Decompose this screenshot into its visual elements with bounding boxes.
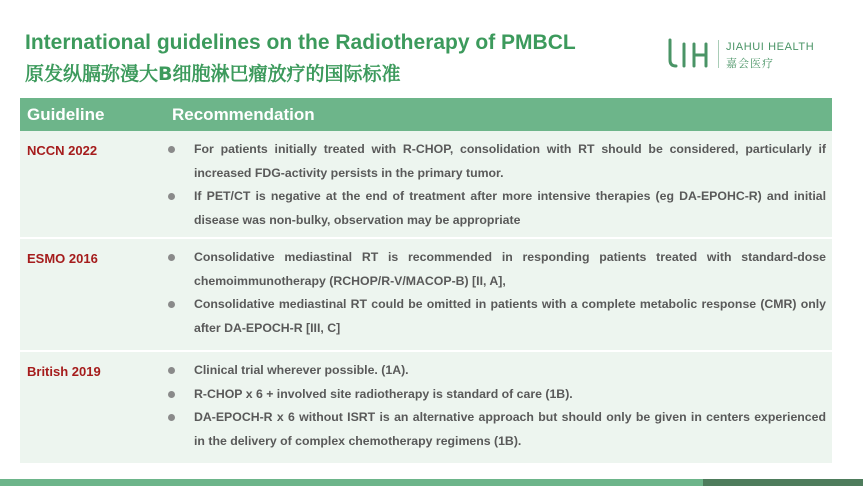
table-header — [20, 98, 832, 131]
column-header-guideline: Guideline — [27, 105, 105, 124]
recommendation-text: For patients initially treated with R-CHOP, consolidation with RT should be considered, particularly if increased FDG-activity persists in the primary tumor. — [194, 142, 826, 180]
column-header-recommendation: Recommendation — [172, 105, 315, 124]
recommendation-item — [168, 138, 826, 185]
bullet-dot-icon — [168, 193, 175, 200]
recommendation-list — [168, 359, 826, 453]
guidelines-table — [20, 98, 832, 463]
table-row-nccn — [20, 131, 832, 237]
recommendation-item — [168, 359, 826, 383]
recommendation-text: DA-EPOCH-R x 6 without ISRT is an alternative approach but should only be given in centers experienced in the delivery of complex chemotherapy regimens (1B). — [194, 410, 826, 448]
logo-divider — [718, 40, 719, 68]
page-title: International guidelines on the Radiotherapy of PMBCL — [25, 31, 576, 54]
bullet-dot-icon — [168, 414, 175, 421]
bullet-dot-icon — [168, 254, 175, 261]
bullet-dot-icon — [168, 146, 175, 153]
page-subtitle-chinese: 原发纵膈弥漫大B细胞淋巴瘤放疗的国际标准 — [25, 63, 401, 85]
footer-accent-bar-dark — [703, 479, 863, 486]
guideline-name: NCCN 2022 — [27, 143, 98, 158]
recommendation-text: Clinical trial wherever possible. (1A). — [194, 363, 409, 377]
table-row-british — [20, 350, 832, 463]
logo-name-en: JIAHUI HEALTH — [726, 41, 815, 53]
bullet-dot-icon — [168, 367, 175, 374]
recommendation-text: R-CHOP x 6 + involved site radiotherapy is standard of care (1B). — [194, 386, 573, 401]
recommendation-item — [168, 246, 826, 293]
recommendation-list — [168, 246, 826, 340]
recommendation-item — [168, 185, 826, 232]
recommendation-item — [168, 406, 826, 453]
guideline-name: ESMO 2016 — [27, 251, 98, 266]
recommendation-text: Consolidative mediastinal RT is recommended in responding patients treated with standard-dose chemoimmunotherapy (RCHOP/R-V/MACOP-B) [II, A], — [194, 250, 826, 288]
guideline-name: British 2019 — [27, 364, 101, 379]
recommendation-item — [168, 383, 826, 407]
bullet-dot-icon — [168, 301, 175, 308]
brand-logo — [664, 36, 829, 72]
recommendation-list — [168, 138, 826, 232]
bullet-dot-icon — [168, 391, 175, 398]
recommendation-item — [168, 293, 826, 340]
jiahui-logo-icon — [664, 36, 712, 70]
logo-name-cn: 嘉会医疗 — [726, 57, 774, 70]
recommendation-text: Consolidative mediastinal RT could be omitted in patients with a complete metabolic response (CMR) only after DA-EPOCH-R [III, C] — [194, 297, 826, 335]
table-row-esmo — [20, 237, 832, 350]
recommendation-text: If PET/CT is negative at the end of treatment after more intensive therapies (eg DA-EPOHC-R) and initial disease was non-bulky, observation may be appropriate — [194, 189, 826, 227]
